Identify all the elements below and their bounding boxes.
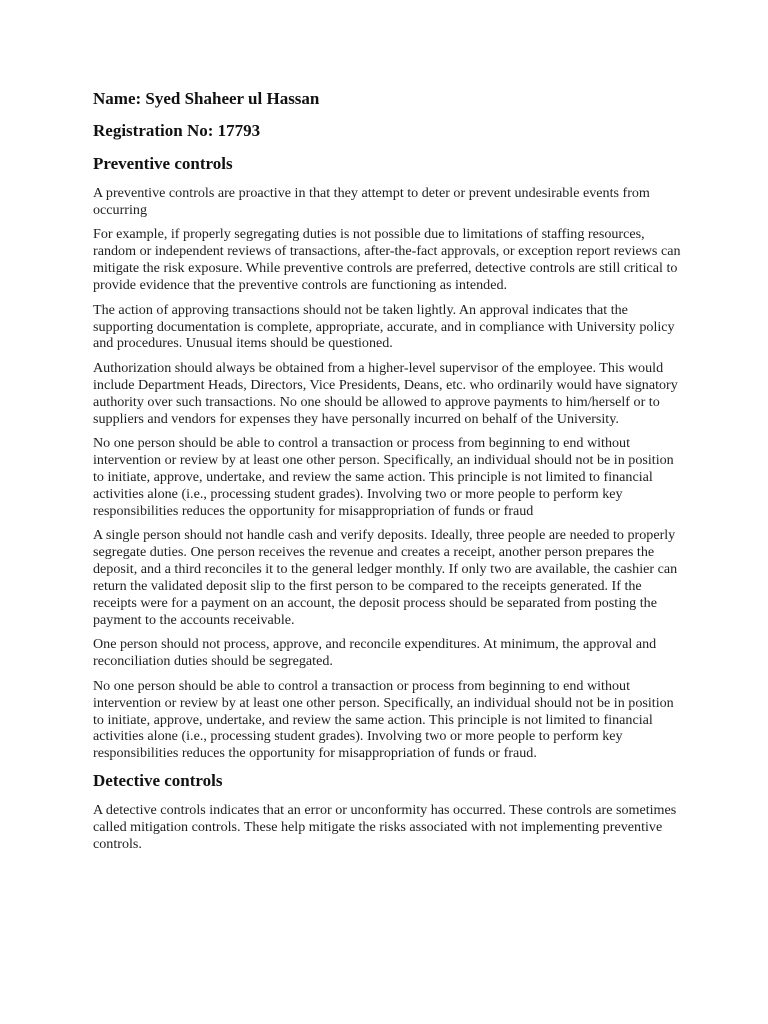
paragraph: The action of approving transactions should not be taken lightly. An approval indicates that the supporting documentation is complete, appropriate, accurate, and in compliance with University policy and procedures. Unusual items should be questioned. bbox=[93, 301, 675, 352]
paragraph: A detective controls indicates that an error or unconformity has occurred. These controls are sometimes called mitigation controls. These help mitigate the risks associated with not implementing preventive controls. bbox=[93, 801, 677, 852]
paragraph: For example, if properly segregating duties is not possible due to limitations of staffing resources, random or independent reviews of transactions, after-the-fact approvals, or exception report reviews can mitigate the risk exposure. While preventive controls are preferred, detective controls are still critical to provide evidence that the preventive controls are functioning as intended. bbox=[93, 226, 681, 294]
registration-number: Registration No: 17793 bbox=[93, 121, 261, 140]
paragraph: One person should not process, approve, and reconcile expenditures. At minimum, the approval and reconciliation duties should be segregated. bbox=[93, 636, 657, 670]
paragraph: No one person should be able to control a transaction or process from beginning to end without intervention or review by at least one other person. Specifically, an individual should not be in position to initiate, approve, undertake, and review the same action. This principle is not limited to financial activities alone (i.e., processing student grades). Involving two or more people to perform key responsibilities reduces the opportunity for misappropriation of funds or fraud. bbox=[93, 677, 674, 762]
paragraph: A preventive controls are proactive in that they attempt to deter or prevent undesirable events from occurring bbox=[93, 185, 650, 218]
section-detective-controls bbox=[93, 770, 683, 853]
section-heading: Preventive controls bbox=[93, 154, 233, 173]
section-preventive-controls bbox=[93, 153, 683, 762]
student-name: Name: Syed Shaheer ul Hassan bbox=[93, 89, 320, 108]
paragraph: A single person should not handle cash and verify deposits. Ideally, three people are needed to properly segregate duties. One person receives the revenue and creates a receipt, another person prepares the deposit, and a third reconciles it to the general ledger monthly. If only two are available, the cashier can return the validated deposit slip to the first person to be compared to the receipts generated. If the receipts were for a payment on an account, the deposit process should be separated from posting the payment to the accounts receivable. bbox=[93, 527, 678, 628]
section-heading: Detective controls bbox=[93, 770, 223, 790]
paragraph: No one person should be able to control a transaction or process from beginning to end without intervention or review by at least one other person. Specifically, an individual should not be in position to initiate, approve, undertake, and review the same action. This principle is not limited to financial activities alone (i.e., processing student grades). Involving two or more people to perform key responsibilities reduces the opportunity for misappropriation of funds or fraud bbox=[93, 435, 674, 519]
paragraph: Authorization should always be obtained from a higher-level supervisor of the employee. This would include Department Heads, Directors, Vice Presidents, Deans, etc. who ordinarily would have signatory authority over such transactions. No one should be allowed to approve payments to him/herself or to suppliers and vendors for expenses they have personally incurred on behalf of the University. bbox=[93, 359, 678, 427]
document-page bbox=[93, 88, 683, 860]
